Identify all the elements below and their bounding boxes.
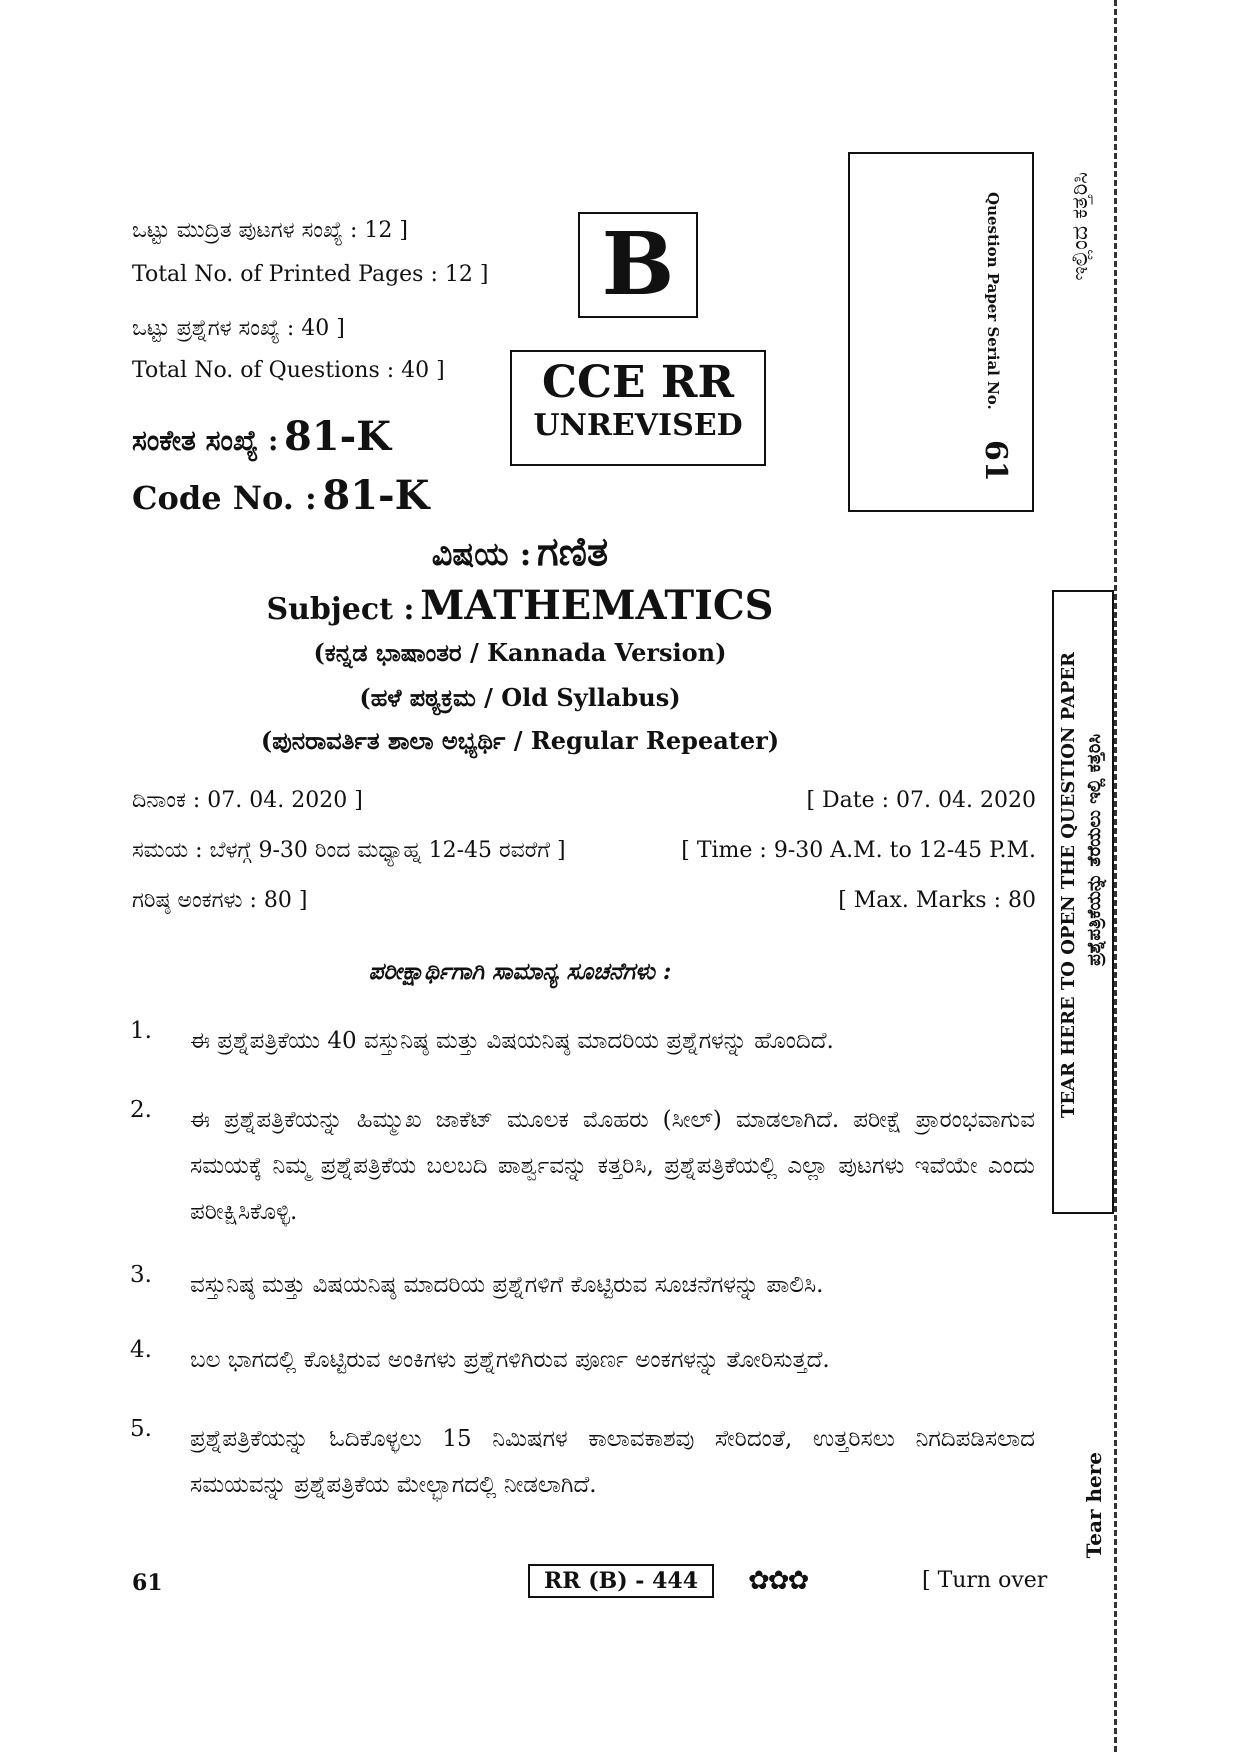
subject-kn-label: ವಿಷಯ : bbox=[431, 535, 532, 573]
serial-number-box bbox=[848, 152, 1034, 512]
code-no-en bbox=[132, 472, 429, 519]
language-version: (ಕನ್ನಡ ಭಾಷಾಂತರ / Kannada Version) bbox=[313, 638, 727, 667]
code-en-label: Code No. : bbox=[132, 479, 317, 517]
subject-kn bbox=[0, 528, 1040, 575]
tear-here-label: Tear here bbox=[1082, 1452, 1106, 1559]
serial-value: 61 bbox=[978, 440, 1013, 482]
instruction-number: 2. bbox=[130, 1097, 152, 1123]
code-en-value: 81-K bbox=[322, 472, 430, 519]
version-letter-box bbox=[578, 212, 698, 318]
max-marks-kn: ಗರಿಷ್ಠ ಅಂಕಗಳು : 80 ] bbox=[132, 888, 308, 913]
total-questions-kn: ಒಟ್ಟು ಪ್ರಶ್ನೆಗಳ ಸಂಖ್ಯೆ : 40 ] bbox=[132, 316, 345, 341]
total-pages-en: Total No. of Printed Pages : 12 ] bbox=[132, 262, 489, 287]
instruction-text: ಈ ಪ್ರಶ್ನೆಪತ್ರಿಕೆಯನ್ನು ಹಿಮ್ಮುಖ ಜಾಕೆಟ್ ಮೂಲಕ ಮೊಹರು (ಸೀಲ್) ಮಾಡಲಾಗಿದೆ. ಪರೀಕ್ಷೆ ಪ್ರಾರಂಭವಾಗುವ ಸಮಯಕ್ಕೆ ನಿಮ್ಮ ಪ್ರಶ್ನೆಪತ್ರಿಕೆಯ ಬಲಬದಿ ಪಾರ್ಶ್ವವನ್ನು ಕತ್ತರಿಸಿ, ಪ್ರಶ್ನೆಪತ್ರಿಕೆಯಲ್ಲಿ ಎಲ್ಲಾ ಪುಟಗಳು ಇವೆಯೇ ಎಂದು ಪರೀಕ್ಷಿಸಿಕೊಳ್ಳಿ. bbox=[190, 1107, 1035, 1225]
footer-paper-code: RR (B) - 444 bbox=[528, 1564, 714, 1598]
tear-box-en: TEAR HERE TO OPEN THE QUESTION PAPER bbox=[1058, 652, 1079, 1119]
code-kn-label: ಸಂಕೇತ ಸಂಖ್ಯೆ : bbox=[132, 424, 279, 457]
tear-box-kn: ಪ್ರಶ್ನೆಪತ್ರಿಕೆಯನ್ನು ತೆರೆಯಲು ಇಲ್ಲಿ ಕತ್ತರಿಸಿ bbox=[1084, 734, 1105, 966]
turn-over: [ Turn over bbox=[922, 1568, 1048, 1593]
instruction-text: ಈ ಪ್ರಶ್ನೆಪತ್ರಿಕೆಯು 40 ವಸ್ತುನಿಷ್ಠ ಮತ್ತು ವಿಷಯನಿಷ್ಠ ಮಾದರಿಯ ಪ್ರಶ್ನೆಗಳನ್ನು ಹೊಂದಿದೆ. bbox=[190, 1028, 834, 1054]
code-no-kn bbox=[132, 413, 391, 460]
max-marks-en: [ Max. Marks : 80 bbox=[838, 888, 1036, 913]
instruction-number: 4. bbox=[130, 1337, 152, 1363]
serial-label: Question Paper Serial No. bbox=[984, 192, 1002, 410]
instruction-number: 5. bbox=[130, 1416, 152, 1442]
tear-strip-top-kn: ಇಲ್ಲಿಂದ ಕತ್ತರಿಸಿ bbox=[1068, 172, 1093, 281]
code-kn-value: 81-K bbox=[283, 413, 391, 460]
cce-unrevised: UNREVISED bbox=[533, 408, 743, 443]
subject-en-label: Subject : bbox=[266, 592, 415, 627]
version-letter: B bbox=[601, 214, 675, 315]
time-kn: ಸಮಯ : ಬೆಳಗ್ಗೆ 9-30 ರಿಂದ ಮಧ್ಯಾಹ್ನ 12-45 ರವರೆಗೆ ] bbox=[132, 838, 566, 863]
ornament-icon: ✿✿✿ bbox=[748, 1566, 808, 1596]
instruction-text: ಪ್ರಶ್ನೆಪತ್ರಿಕೆಯನ್ನು ಓದಿಕೊಳ್ಳಲು 15 ನಿಮಿಷಗಳ ಕಾಲಾವಕಾಶವು ಸೇರಿದಂತೆ, ಉತ್ತರಿಸಲು ನಿಗದಿಪಡಿಸಲಾದ ಸಮಯವನ್ನು ಪ್ರಶ್ನೆಪತ್ರಿಕೆಯ ಮೇಲ್ಭಾಗದಲ್ಲಿ ನೀಡಲಾಗಿದೆ. bbox=[190, 1426, 1035, 1498]
syllabus: (ಹಳೆ ಪಠ್ಯಕ್ರಮ / Old Syllabus) bbox=[359, 683, 681, 712]
cce-rr-title: CCE RR bbox=[541, 357, 735, 408]
tear-instruction-box bbox=[1052, 590, 1114, 1214]
candidate-type: (ಪುನರಾವರ್ತಿತ ಶಾಲಾ ಅಭ್ಯರ್ಥಿ / Regular Repeater) bbox=[260, 726, 780, 755]
date-en: [ Date : 07. 04. 2020 bbox=[806, 788, 1036, 813]
instruction-text: ಬಲ ಭಾಗದಲ್ಲಿ ಕೊಟ್ಟಿರುವ ಅಂಕಿಗಳು ಪ್ರಶ್ನೆಗಳಿಗಿರುವ ಪೂರ್ಣ ಅಂಕಗಳನ್ನು ತೋರಿಸುತ್ತದೆ. bbox=[190, 1347, 830, 1373]
instruction-number: 3. bbox=[130, 1262, 152, 1288]
instructions-heading: ಪರೀಕ್ಷಾರ್ಥಿಗಾಗಿ ಸಾಮಾನ್ಯ ಸೂಚನೆಗಳು : bbox=[368, 958, 672, 985]
cce-rr-box bbox=[510, 350, 766, 466]
total-pages-kn: ಒಟ್ಟು ಮುದ್ರಿತ ಪುಟಗಳ ಸಂಖ್ಯೆ : 12 ] bbox=[132, 218, 408, 243]
instruction-number: 1. bbox=[130, 1018, 152, 1044]
subject-en-value: MATHEMATICS bbox=[420, 582, 774, 629]
footer-page-code: 61 bbox=[132, 1570, 163, 1596]
time-en: [ Time : 9-30 A.M. to 12-45 P.M. bbox=[681, 838, 1036, 863]
date-kn: ದಿನಾಂಕ : 07. 04. 2020 ] bbox=[132, 788, 363, 813]
subject-kn-value: ಗಣಿತ bbox=[537, 528, 609, 575]
instruction-text: ವಸ್ತುನಿಷ್ಠ ಮತ್ತು ವಿಷಯನಿಷ್ಠ ಮಾದರಿಯ ಪ್ರಶ್ನೆಗಳಿಗೆ ಕೊಟ್ಟಿರುವ ಸೂಚನೆಗಳನ್ನು ಪಾಲಿಸಿ. bbox=[190, 1272, 824, 1298]
subject-en bbox=[0, 582, 1040, 629]
tear-dashed-line bbox=[1114, 0, 1117, 1752]
total-questions-en: Total No. of Questions : 40 ] bbox=[132, 358, 445, 383]
